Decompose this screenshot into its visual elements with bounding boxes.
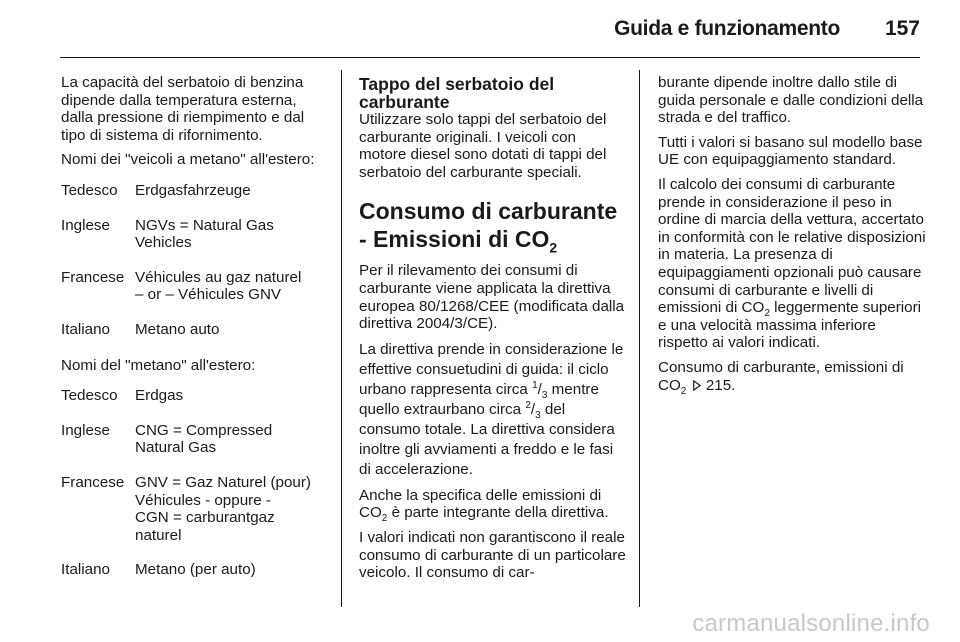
term-line: GNV = Gaz Naturel (pour) xyxy=(135,473,311,491)
term-line: CGN = carburantgaz xyxy=(135,509,275,527)
cross-reference-paragraph xyxy=(658,358,928,397)
fraction-numerator: 1 xyxy=(532,379,538,391)
text-run: Anche la specifica delle emissioni di CO xyxy=(359,486,602,522)
weight-calc-paragraph xyxy=(658,176,928,352)
subscript: 2 xyxy=(381,513,388,525)
watermark: carmanualsonline.info xyxy=(692,610,930,637)
text-run: mentre quello extraurbano circa xyxy=(359,380,599,418)
fraction-denominator: 3 xyxy=(541,389,548,401)
term-value xyxy=(135,182,331,200)
term-value xyxy=(135,269,331,304)
gnv-names-title: Nomi dei "veicoli a metano" all'estero: xyxy=(61,151,315,169)
table-row xyxy=(61,561,331,579)
text-run: leggermente superiori e una velocità massima inferiore rispetto ai valori indicati. xyxy=(658,299,922,352)
term-value xyxy=(135,422,331,457)
term-line: Erdgas xyxy=(135,387,184,405)
language-label: Italiano xyxy=(61,561,110,579)
table-row xyxy=(61,269,331,304)
heading-text: Consumo di carburante - Emissioni di CO xyxy=(359,198,618,253)
term-line: Vehicles xyxy=(135,234,192,252)
consumption-heading xyxy=(359,197,627,256)
language-label: Inglese xyxy=(61,216,110,234)
text-run: del consumo totale. La direttiva considera inoltre gli avviamenti a freddo e le fasi di accelerazione. xyxy=(359,400,615,478)
term-line: Natural Gas xyxy=(135,439,217,457)
table-row xyxy=(61,387,331,405)
term-line: Véhicules - oppure - xyxy=(135,491,271,509)
term-line: NGVs = Natural Gas xyxy=(135,216,274,234)
language-label: Tedesco xyxy=(61,387,118,405)
language-label: Inglese xyxy=(61,421,110,439)
term-value xyxy=(135,321,331,339)
term-value xyxy=(135,561,331,579)
directive-paragraph: Per il rilevamento dei consumi di carburante viene applicata la direttiva europea 80/1268/CEE (modificata dalla direttiva 2004/3/CE). xyxy=(359,262,625,333)
text-run: Il calcolo dei consumi di carburante prende in considerazione il peso in ordine di marcia della vettura, accertato in conformità con le relative disposizioni in materia. La presenza di equipaggiamenti opzionali può causare consumi di carburante e livelli di emissioni di CO xyxy=(658,175,926,317)
table-row xyxy=(61,474,331,544)
base-model-paragraph: Tutti i valori si basano sul modello base UE con equipaggiamento standard. xyxy=(658,133,923,169)
column-3 xyxy=(658,74,928,401)
term-line: Erdgasfahrzeuge xyxy=(135,181,251,199)
metano-names-table xyxy=(61,387,331,579)
gnv-names-table xyxy=(61,182,331,339)
fraction-numerator: 2 xyxy=(525,399,531,411)
page-number: 157 xyxy=(884,17,920,40)
arrow-right-icon xyxy=(691,380,702,391)
language-label: Tedesco xyxy=(61,181,118,199)
metano-names-title: Nomi del "metano" all'estero: xyxy=(61,356,256,374)
column-divider-1 xyxy=(341,70,342,607)
subscript: 2 xyxy=(680,385,687,397)
disclaimer-paragraph: I valori indicati non garantiscono il reale consumo di carburante di un particolare veicolo. Il consumo di car- xyxy=(359,528,626,582)
column-2 xyxy=(359,74,627,589)
page-header xyxy=(0,0,960,60)
term-line: Metano (per auto) xyxy=(135,561,256,579)
fuel-cap-text: Utilizzare solo tappi del serbatoio del carburante originali. I veicoli con motore diesel sono dotati di tappi del serbatoio del carburante speciali. xyxy=(359,111,607,181)
table-row xyxy=(61,217,331,252)
table-row xyxy=(61,422,331,457)
term-line: naturel xyxy=(135,526,182,544)
header-divider xyxy=(60,57,920,58)
table-row xyxy=(61,321,331,339)
term-line: Metano auto xyxy=(135,320,220,338)
subscript: 2 xyxy=(764,308,770,320)
term-line: CNG = Compressed xyxy=(135,421,273,439)
text-run: è parte integrante della direttiva. xyxy=(387,504,609,522)
emissions-paragraph xyxy=(359,486,627,525)
language-label: Italiano xyxy=(61,320,110,338)
language-label: Francese xyxy=(61,473,125,491)
intro-paragraph: La capacità del serbatoio di benzina dipende dalla temperatura esterna, dalla pressione di riempimento e dal tipo di sistema di rifornimento. xyxy=(61,74,305,144)
term-value xyxy=(135,387,331,405)
term-line: – or – Véhicules GNV xyxy=(135,286,282,304)
fraction-denominator: 3 xyxy=(535,409,541,421)
subscript: 2 xyxy=(549,239,558,256)
language-label: Francese xyxy=(61,268,125,286)
table-row xyxy=(61,182,331,200)
column-1 xyxy=(61,74,331,597)
page-reference-link[interactable]: 215. xyxy=(705,376,736,394)
text-run: La direttiva prende in considerazione le effettive consuetudini di guida: il ciclo urbano rappresenta circa xyxy=(359,340,624,398)
term-line: Véhicules au gaz naturel xyxy=(135,268,302,286)
section-title: Guida e funzionamento xyxy=(614,17,840,40)
fuel-cap-heading: Tappo del serbatoio del carburante xyxy=(359,74,555,112)
term-value xyxy=(135,474,331,544)
cycle-paragraph: La direttiva prende in considerazione le effettive consuetudini di guida: il ciclo urbano rappresenta circa $^1/_3$ mentre quello extraurbano circa $^2/_3$ del consumo totale. La direttiva considera inoltre gli avviamenti a freddo e le fasi di accelerazione. xyxy=(359,340,624,478)
driving-style-paragraph: burante dipende inoltre dallo stile di guida personale e dalle condizioni della strada e del traffico. xyxy=(658,74,924,127)
text-run: Consumo di carburante, emissioni di CO xyxy=(658,358,904,394)
term-value xyxy=(135,217,331,252)
column-divider-2 xyxy=(639,70,640,607)
